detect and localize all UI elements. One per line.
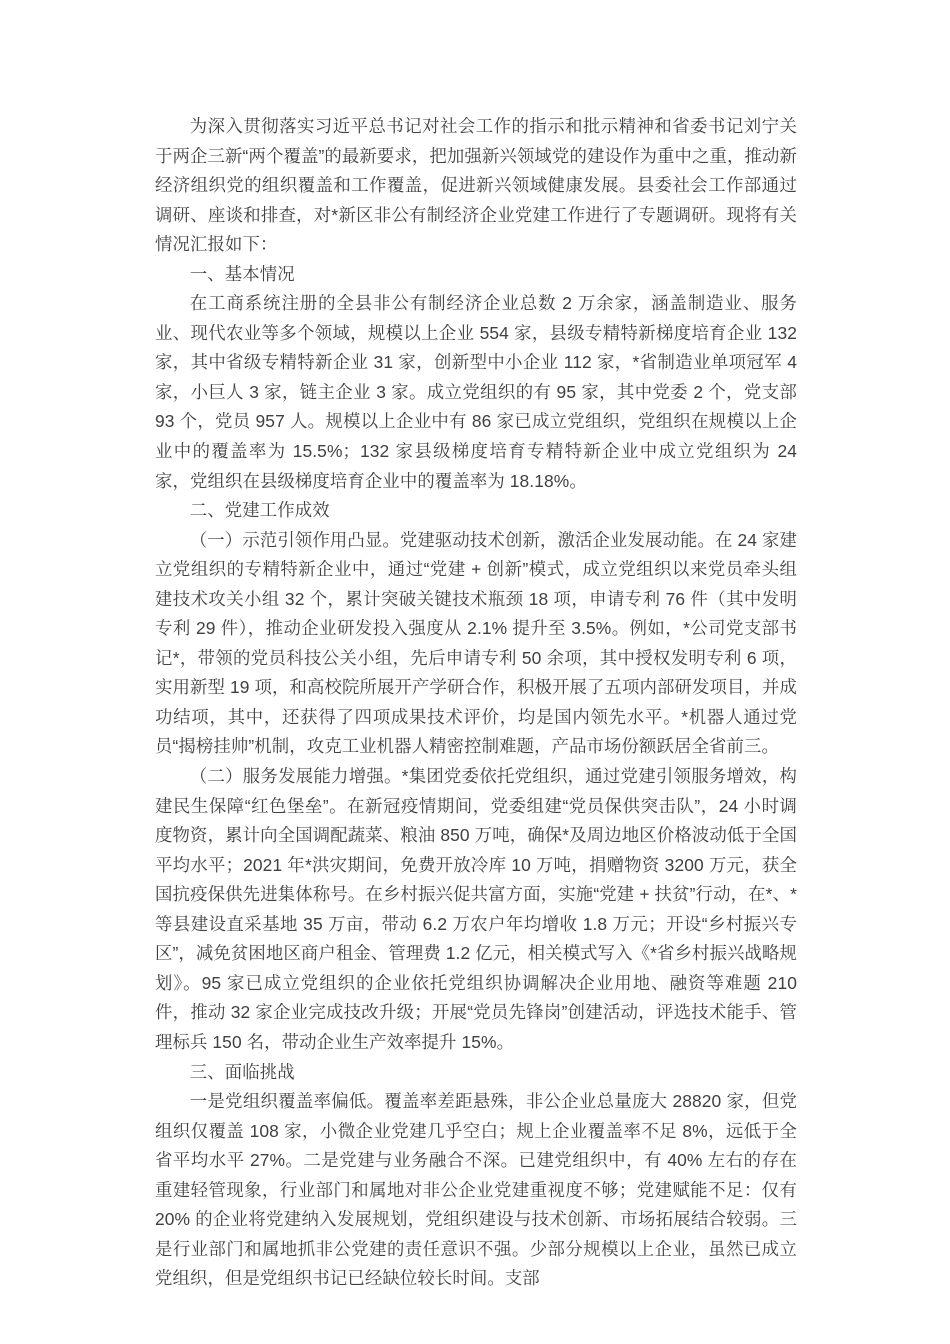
section-two-item-one: （一）示范引领作用凸显。党建驱动技术创新，激活企业发展动能。在 24 家建立党组织的专精特新企业中，通过“党建 + 创新”模式，成立党组织以来党员牵头组建技术攻关小组 32 个，累计突破关键技术瓶颈 18 项，申请专利 76 件（其中发明专利 29 件），推动企业研发投入强度从 2.1% 提升至 3.5%。例如，*公司党支部书记*，带领的党员科技公关小组，先后申请专利 50 余项，其中授权发明专利 6 项，实用新型 19 项，和高校院所展开产学研合作，积极开展了五项内部研发项目，并成功结项，其中，还获得了四项成果技术评价，均是国内领先水平。*机器人通过党员“揭榜挂帅”机制，攻克工业机器人精密控制难题，产品市场份额跃居全省前三。 xyxy=(155,529,797,757)
section-heading-one: 一、基本情况 xyxy=(189,263,295,284)
section-two-item-two: （二）服务发展能力增强。*集团党委依托党组织，通过党建引领服务增效，构建民生保障“红色堡垒”。在新冠疫情期间，党委组建“党员保供突击队”，24 小时调度物资，累计向全国调配蔬菜、粮油 850 万吨，确保*及周边地区价格波动低于全国平均水平；2021 年*洪灾期间，免费开放冷库 10 万吨，捐赠物资 3200 万元，获全国抗疫保供先进集体称号。在乡村振兴促共富方面，实施“党建 + 扶贫”行动，在*、*等县建设直采基地 35 万亩，带动 6.2 万农户年均增收 1.8 万元；开设“乡村振兴专区”，减免贫困地区商户租金、管理费 1.2 亿元，相关模式写入《*省乡村振兴战略规划》。95 家已成立党组织的企业依托党组织协调解决企业用地、融资等难题 210 件，推动 32 家企业完成技改升级；开展“党员先锋岗”创建活动，评选技术能手、管理标兵 150 名，带动企业生产效率提升 15%。 xyxy=(155,766,797,1052)
section-heading-three: 三、面临挑战 xyxy=(189,1061,295,1082)
document-body xyxy=(155,112,797,1294)
intro-paragraph: 为深入贯彻落实习近平总书记对社会工作的指示和批示精神和省委书记刘宁关于两企三新“两个覆盖”的最新要求，把加强新兴领域党的建设作为重中之重，推动新经济组织党的组织覆盖和工作覆盖，促进新兴领域健康发展。县委社会工作部通过调研、座谈和排查，对*新区非公有制经济企业党建工作进行了专题调研。现将有关情况汇报如下： xyxy=(155,116,797,255)
section-three-paragraph: 一是党组织覆盖率偏低。覆盖率差距悬殊，非公企业总量庞大 28820 家，但党组织仅覆盖 108 家，小微企业党建几乎空白；规上企业覆盖率不足 8%，远低于全省平均水平 27%。二是党建与业务融合不深。已建党组织中，有 40% 左右的存在重建轻管现象，行业部门和属地对非公企业党建重视度不够；党建赋能不足：仅有 20% 的企业将党建纳入发展规划，党组织建设与技术创新、市场拓展结合较弱。三是行业部门和属地抓非公党建的责任意识不强。少部分规模以上企业，虽然已成立党组织，但是党组织书记已经缺位较长时间。支部 xyxy=(155,1091,797,1289)
section-one-paragraph: 在工商系统注册的全县非公有制经济企业总数 2 万余家，涵盖制造业、服务业、现代农业等多个领域，规模以上企业 554 家，县级专精特新梯度培育企业 132 家，其中省级专精特新企业 31 家，创新型中小企业 112 家，*省制造业单项冠军 4 家，小巨人 3 家，链主企业 3 家。成立党组织的有 95 家，其中党委 2 个，党支部 93 个，党员 957 人。规模以上企业中有 86 家已成立党组织，党组织在规模以上企业中的覆盖率为 15.5%；132 家县级梯度培育专精特新企业中成立党组织为 24 家，党组织在县级梯度培育企业中的覆盖率为 18.18%。 xyxy=(155,293,797,491)
section-heading-two: 二、党建工作成效 xyxy=(189,500,330,521)
